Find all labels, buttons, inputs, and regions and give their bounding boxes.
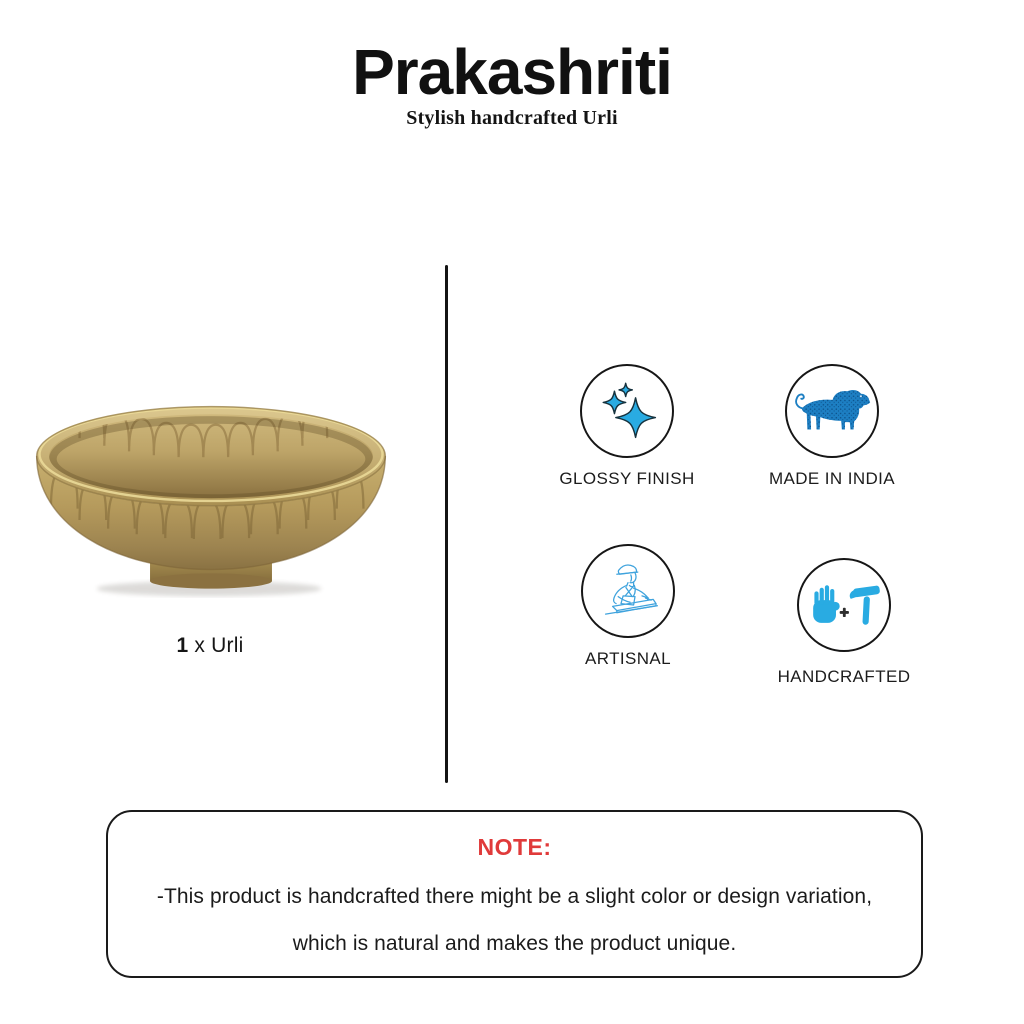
note-line-1: -This product is handcrafted there might be a slight color or design variation,	[156, 885, 873, 908]
feature-handcrafted	[744, 558, 944, 687]
feature-label-artisnal: ARTISNAL	[584, 649, 672, 668]
product-name: x Urli	[194, 634, 244, 657]
feature-label-handcrafted: HANDCRAFTED	[777, 667, 911, 686]
urli-bowl-illustration	[30, 398, 392, 602]
note-line-2: which is natural and makes the product unique.	[292, 932, 737, 955]
glossy-finish-circle	[580, 364, 674, 458]
feature-artisnal	[528, 544, 728, 669]
product-quantity: 1	[176, 634, 189, 657]
artisnal-circle	[581, 544, 675, 638]
brand-subtitle: Stylish handcrafted Urli	[406, 107, 618, 129]
note-heading: NOTE:	[477, 834, 552, 860]
vertical-divider	[445, 265, 448, 783]
hand-hammer-icon	[807, 577, 881, 633]
note-box	[106, 810, 923, 978]
feature-label-made-in-india: MADE IN INDIA	[768, 469, 896, 488]
brand-title: Prakashriti	[352, 36, 672, 108]
handcrafted-circle	[797, 558, 891, 652]
product-image-urli	[30, 398, 392, 602]
feature-glossy-finish	[527, 364, 727, 489]
header	[0, 36, 1024, 130]
made-in-india-circle	[785, 364, 879, 458]
feature-made-in-india	[732, 364, 932, 489]
artisan-icon	[593, 556, 663, 626]
lion-icon	[792, 385, 872, 437]
product-caption	[20, 634, 400, 658]
sparkles-icon	[594, 378, 660, 444]
feature-label-glossy-finish: GLOSSY FINISH	[559, 469, 695, 488]
